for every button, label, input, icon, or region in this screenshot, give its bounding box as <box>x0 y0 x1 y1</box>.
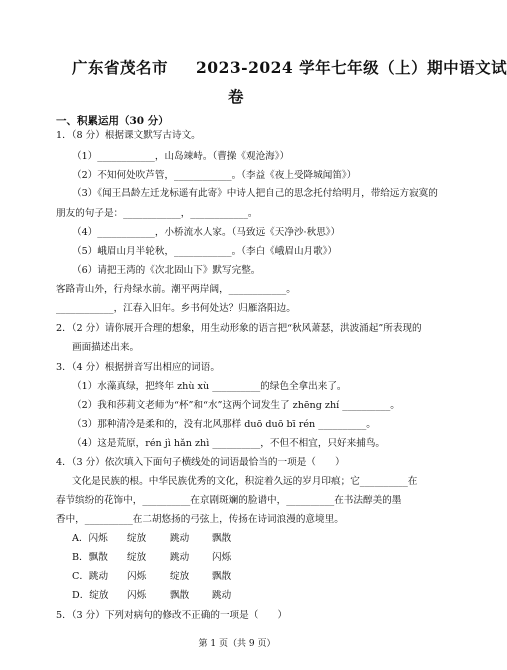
option-word: 飘散 <box>170 590 190 601</box>
option-word: 绽放 <box>127 552 147 563</box>
question-1-stem: 1．（8 分）根据课文默写古诗文。 <box>56 130 201 141</box>
option-d <box>72 589 232 602</box>
q4-passage-line: 文化是民族的根。中华民族优秀的文化，积淀着久远的岁月印痕；它__________在 <box>72 476 418 487</box>
option-word: 闪烁 <box>127 590 147 601</box>
option-b <box>72 551 232 564</box>
page-number: 第 1 页（共 9 页） <box>198 639 276 649</box>
region-title: 广东省茂名市 <box>72 58 169 77</box>
q1-item: （1）____________，山岛竦峙。（曹操《观沧海》） <box>72 151 290 162</box>
question-2-stem-cont: 画面描述出来。 <box>72 342 140 353</box>
option-word: 跳动 <box>212 590 232 601</box>
option-c <box>72 570 232 583</box>
q1-item: 客路青山外，行舟绿水前。潮平两岸阔，____________。 <box>56 284 296 295</box>
q1-item: ____________，江春入旧年。乡书何处达？归雁洛阳边。 <box>56 303 296 314</box>
option-word: C．跳动 <box>72 571 109 582</box>
option-word: 飘散 <box>212 533 232 544</box>
section-heading: 一、积累运用（30 分） <box>56 115 169 127</box>
option-word: 跳动 <box>170 533 190 544</box>
question-2-stem: 2．（2 分）请你展开合理的想象，用生动形象的语言把“秋风萧瑟，洪波涌起”所表现的 <box>56 323 422 334</box>
q3-item: （4）这是荒原，rén jì hǎn zhì __________，不但不相宜，只好来捕鸟。 <box>72 438 386 449</box>
q3-item: （1）水藻真绿，把终年 zhù xù __________的绿色全拿出来了。 <box>72 381 347 392</box>
option-word: A．闪烁 <box>72 533 108 544</box>
q1-item: （5）峨眉山月半轮秋，____________。（李白《峨眉山月歌》） <box>72 246 338 257</box>
q4-passage-line: 香中，__________在二胡悠扬的弓弦上，传扬在诗词浪漫的意境里。 <box>56 514 344 525</box>
q3-item: （3）那种清冷是柔和的，没有北风那样 duō duō bī rén __________。 <box>72 419 376 430</box>
q4-passage-line: 春节缤纷的花饰中，__________在京剧斑斓的脸谱中，__________在书法醇美的墨 <box>56 495 402 506</box>
question-3-stem: 3．（4 分）根据拼音写出相应的词语。 <box>56 362 220 373</box>
exam-title: 2023-2024 学年七年级（上）期中语文试 <box>196 58 507 77</box>
q1-item: （6）请把王湾的《次北固山下》默写完整。 <box>72 265 261 276</box>
q1-item: （4）____________，小桥流水人家。（马致远《天净沙·秋思》） <box>72 227 341 238</box>
exam-title-cont: 卷 <box>228 87 245 106</box>
question-5-stem: 5．（3 分）下列对病句的修改不正确的一项是（ ） <box>56 610 288 621</box>
option-word: 绽放 <box>170 571 190 582</box>
option-word: 闪烁 <box>212 552 232 563</box>
q1-item: （2）不知何处吹芦管，____________。（李益《夜上受降城闻笛》） <box>72 170 357 181</box>
option-word: 跳动 <box>170 552 190 563</box>
option-word: 绽放 <box>127 533 147 544</box>
q1-item: （3）《闻王昌龄左迁龙标遥有此寄》中诗人把自己的思念托付给明月，带给远方寂寞的 <box>72 188 438 199</box>
option-word: 闪烁 <box>127 571 147 582</box>
option-a <box>72 532 232 545</box>
q1-item: 朋友的句子是：____________，____________。 <box>56 208 258 219</box>
option-word: 飘散 <box>212 571 232 582</box>
option-word: D．绽放 <box>72 590 109 601</box>
option-word: B．飘散 <box>72 552 108 563</box>
q3-item: （2）我和莎莉文老师为“杯”和“水”这两个词发生了 zhēng zhí __________。 <box>72 400 400 411</box>
question-4-stem: 4．（3 分）依次填入下面句子横线处的词语最恰当的一项是（ ） <box>56 457 345 468</box>
